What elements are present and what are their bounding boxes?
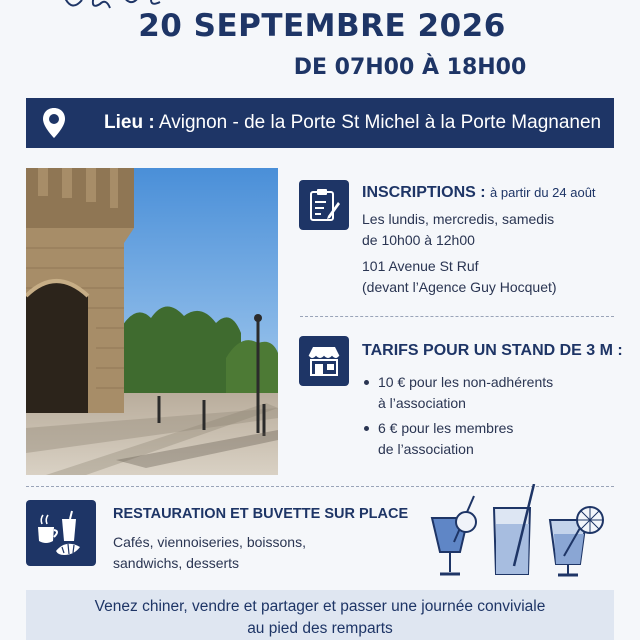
footer-banner: [26, 590, 614, 640]
map-pin-icon: [26, 107, 82, 139]
section-divider: [300, 316, 614, 317]
inscriptions-address: 101 Avenue St Ruf: [362, 258, 479, 274]
food-title: RESTAURATION ET BUVETTE SUR PLACE: [113, 506, 409, 522]
price-item-members: 6 € pour les membres de l’association: [362, 418, 553, 460]
location-label: Lieu :: [104, 112, 155, 133]
inscriptions-days: Les lundis, mercredis, samedis: [362, 211, 555, 227]
event-hours: DE 07H00 À 18H00: [293, 55, 527, 80]
coffee-croissant-icon: [26, 500, 96, 566]
inscriptions-time: de 10h00 à 12h00: [362, 232, 475, 248]
price-item-non-members: 10 € pour les non-adhérents à l’association: [362, 372, 553, 414]
ramparts-photo: [26, 168, 278, 475]
food-items: Cafés, viennoiseries, boissons, sandwichs, desserts: [113, 534, 306, 571]
registration-form-icon: [299, 180, 349, 230]
drink-glasses-illustration: [430, 484, 615, 579]
price-list: [362, 372, 553, 464]
footer-line-1: Venez chiner, vendre et partager et passer une journée conviviale: [94, 598, 546, 615]
event-date: 20 SEPTEMBRE 2026: [138, 8, 506, 44]
location-banner: [26, 98, 614, 148]
location-text: [82, 112, 601, 134]
footer-line-2: au pied des remparts: [247, 620, 393, 637]
inscriptions-start-date: à partir du 24 août: [490, 185, 596, 200]
tarifs-title: TARIFS POUR UN STAND DE 3 M :: [362, 342, 623, 359]
location-value: Avignon - de la Porte St Michel à la Porte Magnanen: [158, 112, 602, 133]
inscriptions-address-note: (devant l’Agence Guy Hocquet): [362, 279, 557, 295]
inscriptions-title: INSCRIPTIONS : à partir du 24 août: [362, 184, 596, 201]
market-stall-icon: [299, 336, 349, 386]
